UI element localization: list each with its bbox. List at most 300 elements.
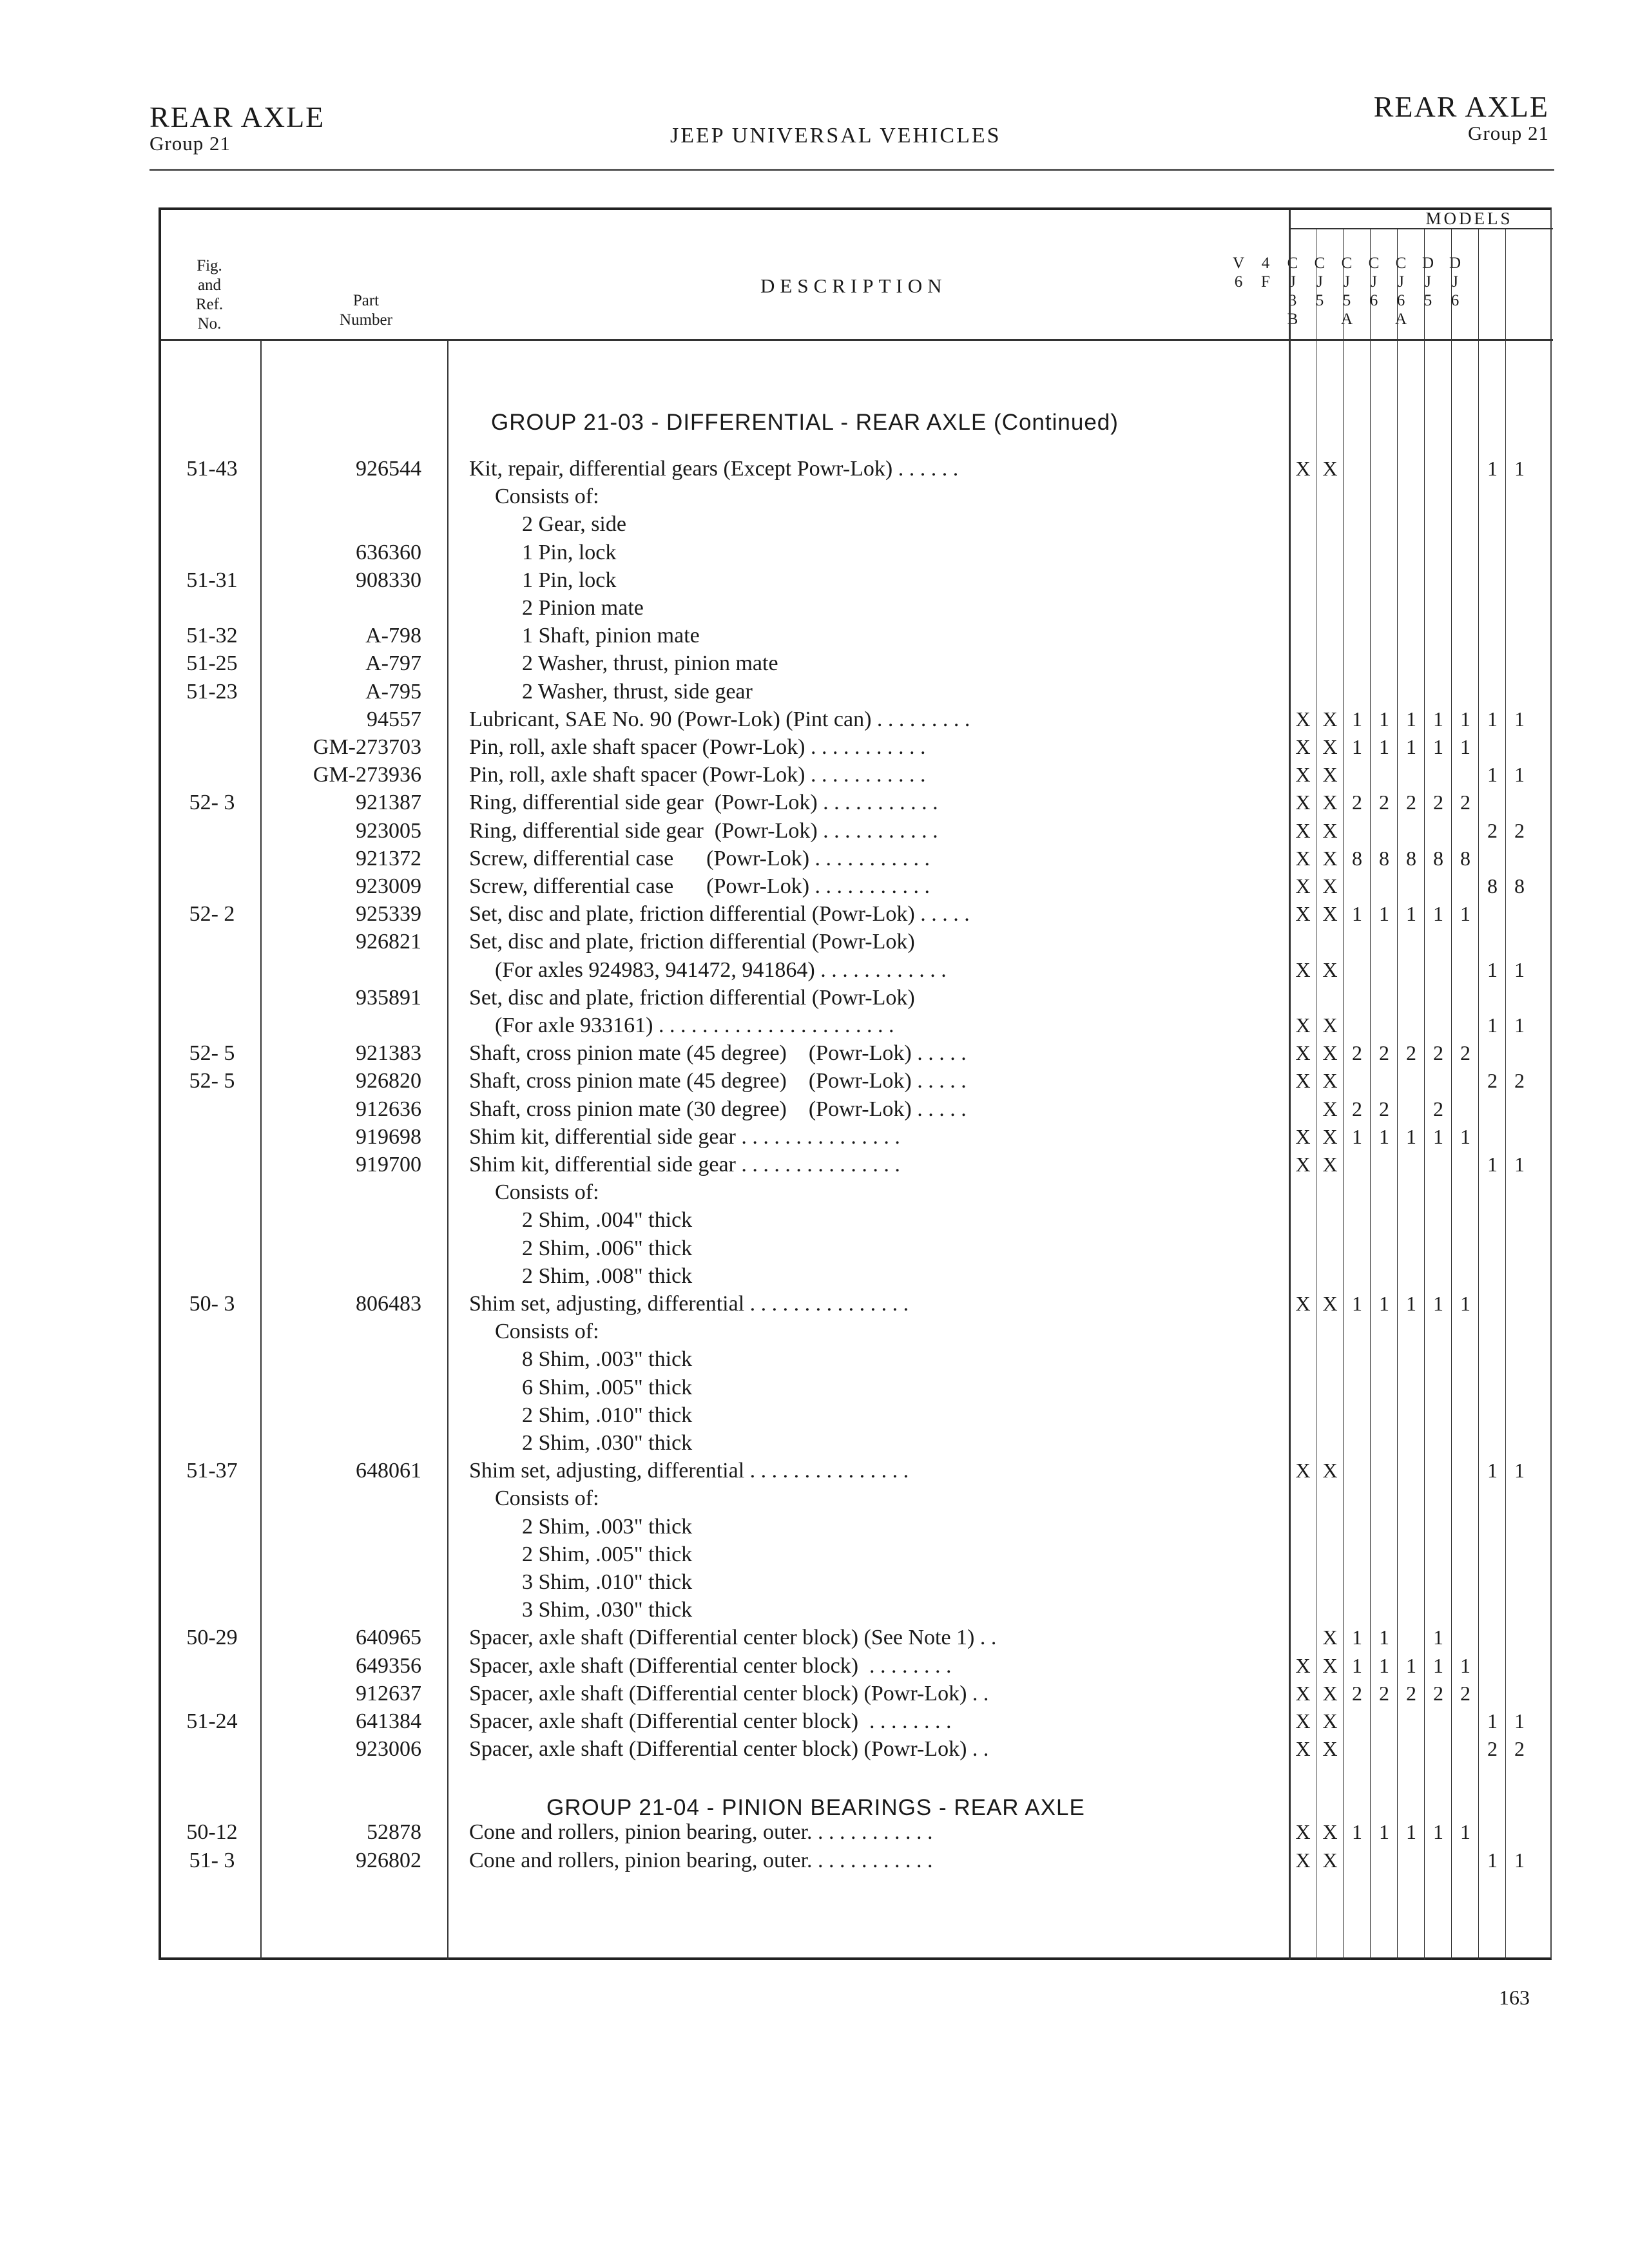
part-description: Shim set, adjusting, differential . . . . . . . . . . . . . . . <box>469 1292 909 1316</box>
part-description: Cone and rollers, pinion bearing, outer. . . . . . . . . . . . <box>469 1848 933 1872</box>
fig-ref: 51-37 <box>186 1459 238 1483</box>
model-cell: 2 <box>1379 1041 1389 1065</box>
model-cell: 2 <box>1406 1041 1416 1065</box>
table-row <box>161 817 1554 845</box>
model-cell: 1 <box>1352 1124 1362 1148</box>
model-cell: 1 <box>1352 735 1362 758</box>
fig-ref: 50-12 <box>186 1820 238 1845</box>
model-cell: 1 <box>1433 707 1443 731</box>
header-right <box>1374 91 1549 144</box>
part-description: 2 Shim, .004" thick <box>522 1208 693 1233</box>
model-cell: 8 <box>1379 846 1389 870</box>
model-cell: X <box>1322 874 1338 898</box>
table-row <box>161 1318 1554 1345</box>
part-description: Pin, roll, axle shaft spacer (Powr-Lok) . . . . . . . . . . . <box>469 763 926 787</box>
part-description: Screw, differential case (Powr-Lok) . . . . . . . . . . . <box>469 874 930 898</box>
fig-ref: 52- 3 <box>189 791 235 815</box>
part-number: 926820 <box>356 1069 421 1093</box>
model-cell: X <box>1295 1069 1311 1093</box>
part-description: Spacer, axle shaft (Differential center block) . . . . . . . . <box>469 1709 952 1733</box>
model-cell: 1 <box>1433 1626 1443 1649</box>
model-cell: X <box>1322 1653 1338 1677</box>
table-row <box>161 928 1554 956</box>
part-number: 52878 <box>367 1820 421 1845</box>
part-description: 1 Shaft, pinion mate <box>522 624 700 648</box>
part-description: Consists of: <box>495 1320 599 1344</box>
part-description: 2 Gear, side <box>522 512 626 537</box>
fig-ref: 50- 3 <box>189 1292 235 1316</box>
table-row <box>161 678 1554 706</box>
table-row <box>161 1541 1554 1568</box>
table-row <box>161 1178 1554 1206</box>
part-number: 908330 <box>356 568 421 592</box>
fig-ref: 51-31 <box>186 568 238 592</box>
model-cell: 2 <box>1487 1069 1498 1093</box>
model-cell: 1 <box>1433 902 1443 926</box>
model-cell: 2 <box>1352 1681 1362 1705</box>
fig-ref: 51-32 <box>186 624 238 648</box>
model-cell: 1 <box>1352 902 1362 926</box>
model-cell: X <box>1295 1014 1311 1037</box>
model-cell: 1 <box>1460 735 1470 758</box>
model-cell: X <box>1322 1014 1338 1037</box>
model-cell: 1 <box>1379 902 1389 926</box>
part-description: 2 Pinion mate <box>522 596 644 620</box>
model-cell: 1 <box>1433 1292 1443 1315</box>
part-number: 926544 <box>356 457 421 481</box>
row-divider <box>161 339 1553 341</box>
table-row <box>161 956 1554 984</box>
model-cell: 1 <box>1514 957 1525 981</box>
model-cell: 1 <box>1460 707 1470 731</box>
part-description: 2 Shim, .003" thick <box>522 1514 693 1539</box>
model-cell: 1 <box>1514 1014 1525 1037</box>
part-number: 648061 <box>356 1459 421 1483</box>
group-title-21-04: GROUP 21-04 - PINION BEARINGS - REAR AXLE <box>546 1795 1085 1820</box>
model-header: C J 3 B <box>1287 255 1298 328</box>
model-cell: X <box>1322 735 1338 758</box>
part-description: Shim set, adjusting, differential . . . . . . . . . . . . . . . <box>469 1459 909 1483</box>
model-cell: X <box>1295 763 1311 787</box>
part-number: 925339 <box>356 902 421 927</box>
part-number: 649356 <box>356 1653 421 1678</box>
model-cell: 8 <box>1352 846 1362 870</box>
model-cell: 2 <box>1352 1097 1362 1120</box>
table-row <box>161 1067 1554 1095</box>
table-row <box>161 483 1554 510</box>
part-description: 3 Shim, .030" thick <box>522 1598 693 1622</box>
model-cell: X <box>1295 707 1311 731</box>
part-description: 3 Shim, .010" thick <box>522 1570 693 1594</box>
table-row <box>161 539 1554 566</box>
model-cell: X <box>1295 1459 1311 1483</box>
table-row <box>161 900 1554 928</box>
model-header: D J 5 <box>1422 255 1434 309</box>
model-cell: X <box>1322 1709 1338 1733</box>
part-description: Ring, differential side gear (Powr-Lok) . . . . . . . . . . . <box>469 818 938 843</box>
model-cell: X <box>1295 1709 1311 1733</box>
model-cell: 1 <box>1487 763 1498 787</box>
part-description: 2 Shim, .005" thick <box>522 1542 693 1566</box>
model-cell: 1 <box>1406 1292 1416 1315</box>
fig-ref: 51-43 <box>186 457 238 481</box>
header-right-group: Group 21 <box>1468 122 1549 144</box>
part-description: 2 Washer, thrust, pinion mate <box>522 651 778 676</box>
model-header: C J 5 <box>1314 255 1325 309</box>
model-cell: 2 <box>1406 1681 1416 1705</box>
model-cell: X <box>1295 1737 1311 1761</box>
fig-ref: 51-24 <box>186 1709 238 1733</box>
part-number: 923005 <box>356 818 421 843</box>
model-cell: X <box>1322 1041 1338 1065</box>
model-cell: 1 <box>1352 1292 1362 1315</box>
model-cell: 8 <box>1406 846 1416 870</box>
table-row <box>161 1290 1554 1318</box>
table-row <box>161 1039 1554 1067</box>
model-cell: X <box>1295 1653 1311 1677</box>
model-cell: X <box>1322 1459 1338 1483</box>
model-cell: 1 <box>1460 1820 1470 1844</box>
model-cell: X <box>1295 735 1311 758</box>
table-row <box>161 1345 1554 1373</box>
model-cell: X <box>1295 791 1311 814</box>
model-cell: X <box>1322 791 1338 814</box>
part-number: GM-273936 <box>313 763 421 787</box>
model-cell: 1 <box>1352 1820 1362 1844</box>
model-header: C J 5 A <box>1340 255 1353 328</box>
model-cell: X <box>1295 1681 1311 1705</box>
model-cell: 1 <box>1487 1848 1498 1872</box>
model-cell: X <box>1295 1124 1311 1148</box>
table-row <box>161 1151 1554 1178</box>
model-cell: X <box>1295 874 1311 898</box>
fig-ref: 52- 2 <box>189 902 235 927</box>
model-cell: 1 <box>1433 1653 1443 1677</box>
model-cell: X <box>1295 1820 1311 1844</box>
part-description: Shaft, cross pinion mate (45 degree) (Powr-Lok) . . . . . <box>469 1069 967 1093</box>
model-cell: 2 <box>1460 1681 1470 1705</box>
part-description: Set, disc and plate, friction differential (Powr-Lok) <box>469 985 915 1010</box>
model-cell: 2 <box>1433 791 1443 814</box>
model-cell: X <box>1322 1069 1338 1093</box>
part-description: Consists of: <box>495 1180 599 1205</box>
model-cell: 1 <box>1352 1626 1362 1649</box>
model-cell: 1 <box>1433 1124 1443 1148</box>
model-cell: 1 <box>1514 1459 1525 1483</box>
table-row <box>161 733 1554 761</box>
model-cell: X <box>1295 1153 1311 1176</box>
model-cell: X <box>1322 1820 1338 1844</box>
model-cell: 1 <box>1379 1653 1389 1677</box>
part-number: 912637 <box>356 1681 421 1706</box>
table-row <box>161 984 1554 1012</box>
part-description: 6 Shim, .005" thick <box>522 1375 693 1399</box>
model-cell: 1 <box>1514 457 1525 480</box>
part-description: Consists of: <box>495 1486 599 1511</box>
header-center-title: JEEP UNIVERSAL VEHICLES <box>670 124 1001 148</box>
part-number: 921387 <box>356 791 421 815</box>
model-cell: 2 <box>1433 1041 1443 1065</box>
table-row <box>161 761 1554 789</box>
table-row <box>161 1235 1554 1262</box>
model-cell: X <box>1322 1097 1338 1120</box>
header-rule <box>149 169 1554 171</box>
model-cell: 1 <box>1379 1124 1389 1148</box>
model-cell: 1 <box>1514 763 1525 787</box>
table-row <box>161 649 1554 677</box>
model-cell: X <box>1322 1292 1338 1315</box>
model-header: V 6 <box>1232 255 1245 291</box>
model-cell: 2 <box>1379 1681 1389 1705</box>
model-cell: 1 <box>1487 1153 1498 1176</box>
part-description: Shaft, cross pinion mate (30 degree) (Powr-Lok) . . . . . <box>469 1097 967 1121</box>
table-row <box>161 1485 1554 1512</box>
part-description: Screw, differential case (Powr-Lok) . . . . . . . . . . . <box>469 846 930 870</box>
table-row <box>161 1652 1554 1680</box>
table-row <box>161 1206 1554 1234</box>
part-number: 923006 <box>356 1737 421 1762</box>
table-row <box>161 1429 1554 1457</box>
table-row <box>161 1262 1554 1290</box>
part-number: 94557 <box>367 707 421 731</box>
part-number: GM-273703 <box>313 735 421 759</box>
model-cell: X <box>1295 457 1311 480</box>
table-row <box>161 1401 1554 1429</box>
header-left <box>149 102 325 155</box>
model-cell: 2 <box>1352 791 1362 814</box>
part-number: 912636 <box>356 1097 421 1121</box>
table-row <box>161 845 1554 872</box>
model-cell: X <box>1322 1737 1338 1761</box>
model-cell: X <box>1322 1848 1338 1872</box>
model-cell: 2 <box>1379 791 1389 814</box>
part-description: Pin, roll, axle shaft spacer (Powr-Lok) . . . . . . . . . . . <box>469 735 926 759</box>
parts-table <box>159 207 1552 1960</box>
header-right-title: REAR AXLE <box>1373 90 1549 123</box>
fig-ref: 52- 5 <box>189 1069 235 1093</box>
model-cell: 1 <box>1352 1653 1362 1677</box>
model-cell: 1 <box>1379 1626 1389 1649</box>
part-description: Shaft, cross pinion mate (45 degree) (Powr-Lok) . . . . . <box>469 1041 967 1066</box>
model-cell: 1 <box>1514 707 1525 731</box>
model-cell: 8 <box>1460 846 1470 870</box>
model-cell: 8 <box>1433 846 1443 870</box>
fig-ref: 51- 3 <box>189 1848 235 1872</box>
table-row <box>161 1012 1554 1039</box>
model-cell: 2 <box>1460 1041 1470 1065</box>
part-number: 921383 <box>356 1041 421 1066</box>
column-header-part: Part Number <box>340 292 392 329</box>
page-number: 163 <box>1499 1986 1530 2009</box>
model-cell: X <box>1322 1153 1338 1176</box>
model-cell: 1 <box>1460 1653 1470 1677</box>
model-header: D J 6 <box>1449 255 1461 309</box>
part-number: A-797 <box>365 651 421 676</box>
model-cell: 1 <box>1406 1653 1416 1677</box>
part-description: Shim kit, differential side gear . . . . . . . . . . . . . . . <box>469 1153 900 1177</box>
part-description: (For axles 924983, 941472, 941864) . . . . . . . . . . . . <box>495 957 947 982</box>
part-description: Spacer, axle shaft (Differential center block) . . . . . . . . <box>469 1653 952 1678</box>
model-cell: 1 <box>1406 707 1416 731</box>
model-cell: 2 <box>1514 818 1525 842</box>
fig-ref: 52- 5 <box>189 1041 235 1066</box>
model-cell: X <box>1322 763 1338 787</box>
part-description: Shim kit, differential side gear . . . . . . . . . . . . . . . <box>469 1124 900 1149</box>
column-header-fig: Fig. and Ref. No. <box>195 257 224 332</box>
table-row <box>161 1818 1554 1846</box>
part-description: 2 Shim, .008" thick <box>522 1264 693 1288</box>
table-row <box>161 566 1554 594</box>
part-description: Lubricant, SAE No. 90 (Powr-Lok) (Pint can) . . . . . . . . . <box>469 707 970 731</box>
model-cell: 1 <box>1379 735 1389 758</box>
part-number: 926802 <box>356 1848 421 1872</box>
model-cell: X <box>1295 818 1311 842</box>
model-cell: 1 <box>1460 902 1470 926</box>
table-row <box>161 1513 1554 1541</box>
model-cell: 1 <box>1406 902 1416 926</box>
model-cell: 1 <box>1406 1820 1416 1844</box>
model-cell: 2 <box>1433 1681 1443 1705</box>
model-cell: 1 <box>1487 707 1498 731</box>
part-description: Kit, repair, differential gears (Except Powr-Lok) . . . . . . <box>469 457 959 481</box>
model-cell: 1 <box>1514 1153 1525 1176</box>
table-row <box>161 622 1554 649</box>
fig-ref: 50-29 <box>186 1626 238 1650</box>
table-row <box>161 1095 1554 1123</box>
model-cell: 1 <box>1406 1124 1416 1148</box>
model-cell: X <box>1295 846 1311 870</box>
part-description: Cone and rollers, pinion bearing, outer. . . . . . . . . . . . <box>469 1820 933 1845</box>
part-description: 2 Shim, .030" thick <box>522 1431 693 1455</box>
part-description: Spacer, axle shaft (Differential center block) (Powr-Lok) . . <box>469 1681 989 1706</box>
part-number: 636360 <box>356 540 421 564</box>
model-cell: 1 <box>1460 1124 1470 1148</box>
model-cell: X <box>1322 707 1338 731</box>
model-cell: 1 <box>1487 1014 1498 1037</box>
table-row <box>161 1624 1554 1651</box>
part-number: 919700 <box>356 1153 421 1177</box>
model-cell: X <box>1322 1626 1338 1649</box>
fig-ref: 51-25 <box>186 651 238 676</box>
table-row <box>161 1457 1554 1485</box>
table-row <box>161 1123 1554 1151</box>
part-number: 935891 <box>356 985 421 1010</box>
model-cell: X <box>1295 1041 1311 1065</box>
model-cell: 2 <box>1460 791 1470 814</box>
part-description: 2 Washer, thrust, side gear <box>522 679 753 704</box>
part-number: 641384 <box>356 1709 421 1733</box>
part-number: 921372 <box>356 846 421 870</box>
part-number: 806483 <box>356 1292 421 1316</box>
part-number: 919698 <box>356 1124 421 1149</box>
model-cell: 1 <box>1514 1848 1525 1872</box>
part-description: Ring, differential side gear (Powr-Lok) . . . . . . . . . . . <box>469 791 938 815</box>
model-header: C J 6 <box>1368 255 1380 309</box>
table-row <box>161 1707 1554 1735</box>
model-cell: X <box>1295 902 1311 926</box>
model-header: 4 F <box>1261 255 1270 291</box>
model-cell: X <box>1322 1681 1338 1705</box>
part-number: 923009 <box>356 874 421 898</box>
model-cell: X <box>1295 957 1311 981</box>
part-number: A-798 <box>365 624 421 648</box>
model-cell: 8 <box>1514 874 1525 898</box>
part-description: Set, disc and plate, friction differential (Powr-Lok) <box>469 930 915 954</box>
part-number: 926821 <box>356 930 421 954</box>
model-cell: 1 <box>1460 1292 1470 1315</box>
model-cell: 1 <box>1514 1709 1525 1733</box>
table-row <box>161 789 1554 816</box>
model-header: C J 6 A <box>1394 255 1407 328</box>
part-number: 640965 <box>356 1626 421 1650</box>
model-cell: 1 <box>1487 457 1498 480</box>
model-cell: X <box>1322 1124 1338 1148</box>
model-cell: X <box>1295 1848 1311 1872</box>
model-cell: 1 <box>1433 735 1443 758</box>
model-cell: 1 <box>1433 1820 1443 1844</box>
table-row <box>161 510 1554 538</box>
model-cell: 2 <box>1514 1069 1525 1093</box>
model-cell: 1 <box>1379 707 1389 731</box>
model-cell: 1 <box>1352 707 1362 731</box>
model-cell: X <box>1322 846 1338 870</box>
header-left-group: Group 21 <box>149 132 231 155</box>
table-row <box>161 1847 1554 1874</box>
model-cell: 2 <box>1487 818 1498 842</box>
table-row <box>161 1735 1554 1763</box>
model-cell: X <box>1322 957 1338 981</box>
header-left-title: REAR AXLE <box>149 101 325 133</box>
model-cell: 1 <box>1379 1292 1389 1315</box>
model-cell: 1 <box>1487 1459 1498 1483</box>
model-cell: 2 <box>1379 1097 1389 1120</box>
model-cell: 2 <box>1514 1737 1525 1761</box>
part-description: 2 Shim, .010" thick <box>522 1403 693 1427</box>
part-description: Consists of: <box>495 485 599 509</box>
table-row <box>161 594 1554 622</box>
model-cell: X <box>1322 902 1338 926</box>
part-description: 8 Shim, .003" thick <box>522 1347 693 1372</box>
model-cell: 1 <box>1487 957 1498 981</box>
part-description: Spacer, axle shaft (Differential center block) (Powr-Lok) . . <box>469 1737 989 1762</box>
table-row <box>161 706 1554 733</box>
part-description: (For axle 933161) . . . . . . . . . . . . . . . . . . . . . . <box>495 1014 894 1037</box>
model-cell: X <box>1322 457 1338 480</box>
part-description: 2 Shim, .006" thick <box>522 1236 693 1260</box>
part-description: 1 Pin, lock <box>522 540 617 564</box>
model-cell: 2 <box>1352 1041 1362 1065</box>
model-cell: 2 <box>1406 791 1416 814</box>
table-row <box>161 1374 1554 1401</box>
table-row <box>161 1596 1554 1624</box>
model-cell: 8 <box>1487 874 1498 898</box>
model-cell: 1 <box>1487 1709 1498 1733</box>
table-row <box>161 872 1554 900</box>
table-row <box>161 455 1554 483</box>
part-number: A-795 <box>365 679 421 704</box>
table-row <box>161 1680 1554 1707</box>
model-cell: 2 <box>1433 1097 1443 1120</box>
model-cell: X <box>1322 818 1338 842</box>
fig-ref: 51-23 <box>186 679 238 704</box>
column-header-description: DESCRIPTION <box>760 274 947 297</box>
model-cell: X <box>1295 1292 1311 1315</box>
part-description: Set, disc and plate, friction differential (Powr-Lok) . . . . . <box>469 902 970 927</box>
part-description: 1 Pin, lock <box>522 568 617 592</box>
models-label: MODELS <box>1425 209 1513 228</box>
model-cell: 1 <box>1379 1820 1389 1844</box>
part-description: Spacer, axle shaft (Differential center block) (See Note 1) . . <box>469 1626 997 1650</box>
